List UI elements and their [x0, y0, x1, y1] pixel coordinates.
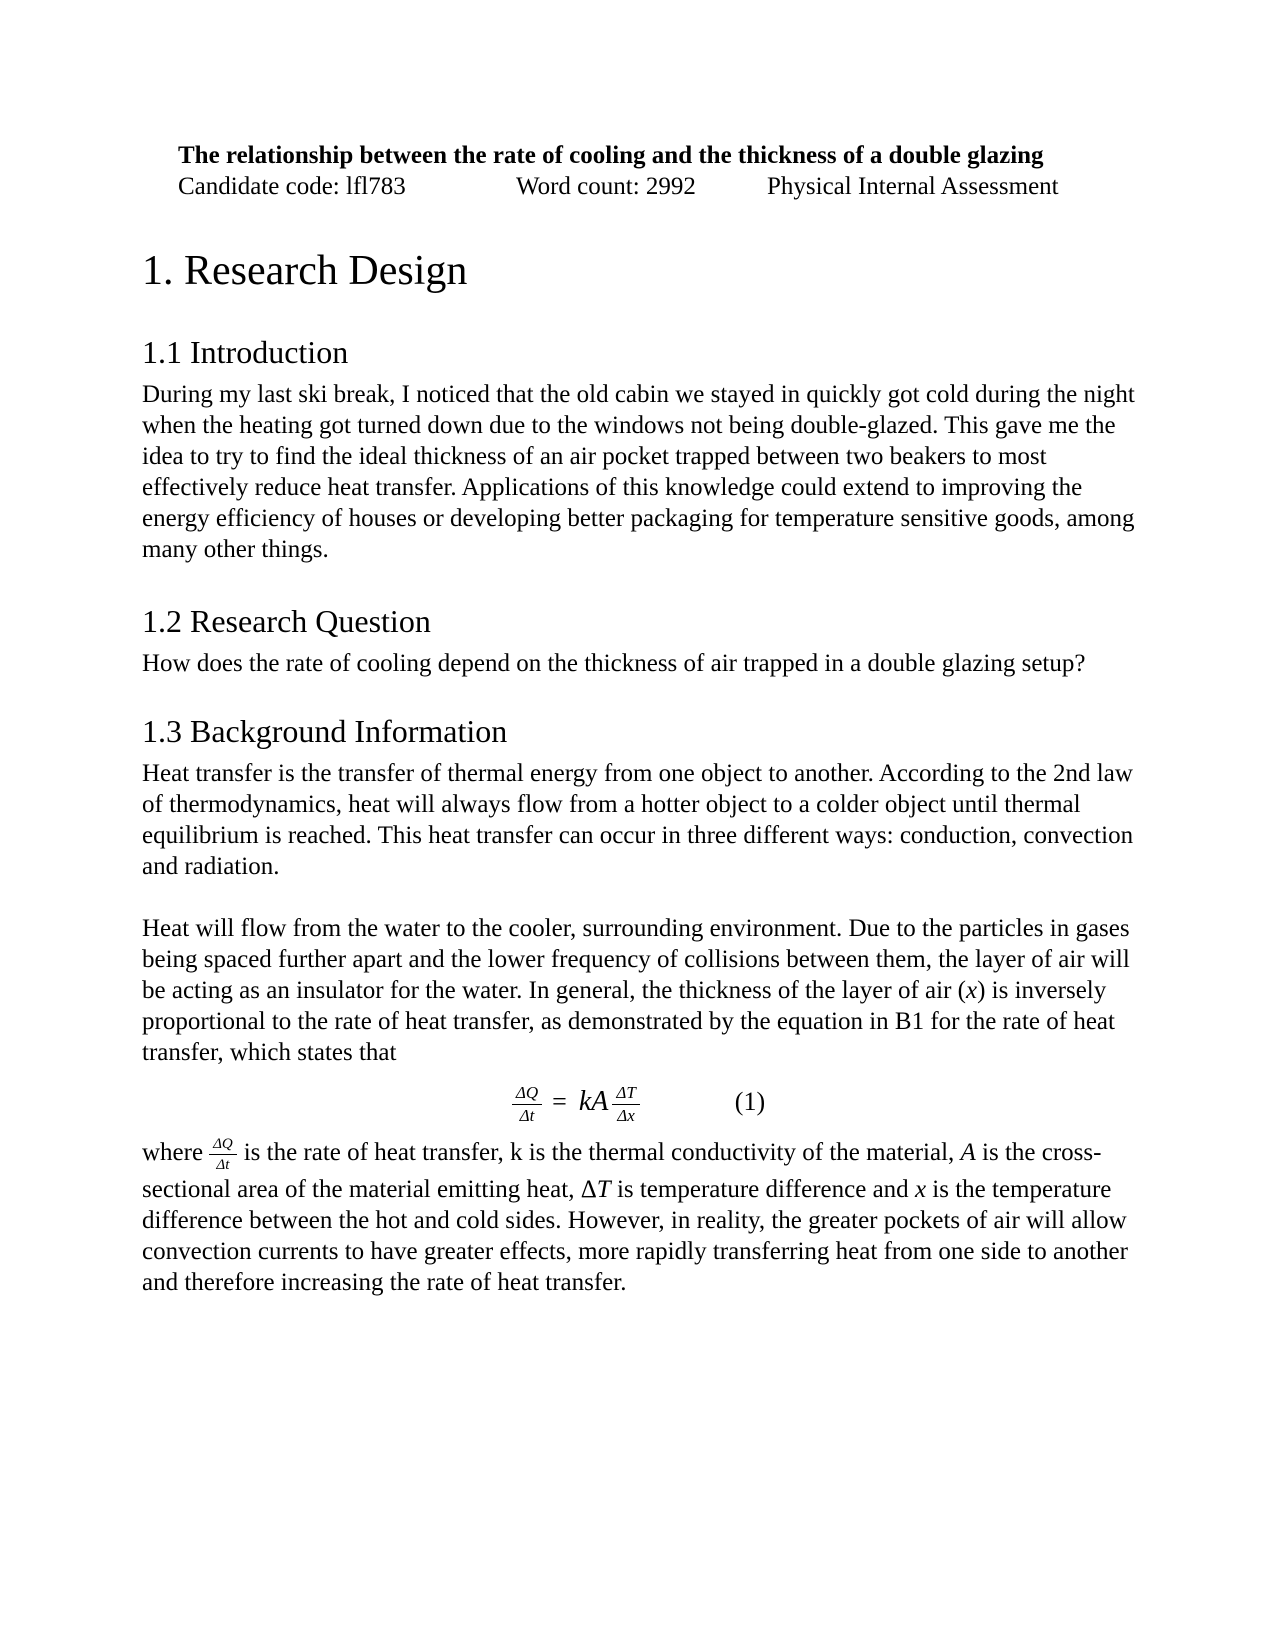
subsection-heading-background-information: 1.3 Background Information: [142, 713, 508, 749]
fraction-dT-dx: [612, 1083, 639, 1126]
where-label: where: [142, 1139, 204, 1166]
inline-fraction-dQ-dt: [209, 1135, 237, 1174]
background-paragraph-2-text-cont: ) is inversely proportional to the rate of heat transfer, as demonstrated by the equation in B1 for the rate of heat transfer, which states that: [142, 977, 1115, 1066]
background-paragraph-3: [142, 1135, 1135, 1298]
equation-1: [142, 1076, 1135, 1128]
variable-x: x: [914, 1176, 927, 1203]
document-title: The relationship between the rate of cooling and the thickness of a double glazing: [178, 142, 1044, 169]
fraction-denominator: Δt: [519, 1105, 535, 1125]
variable-x: x: [966, 977, 978, 1004]
document-header: [142, 140, 1135, 202]
assessment-label: Physical Internal Assessment: [767, 173, 1059, 200]
equation-coefficient-kA: kA: [578, 1086, 609, 1117]
background-paragraph-3-text: is the rate of heat transfer, k is the thermal conductivity of the material,: [243, 1139, 961, 1166]
subsection-heading-introduction: 1.1 Introduction: [142, 334, 349, 370]
background-paragraph-1: Heat transfer is the transfer of thermal energy from one object to another. According to the 2nd law of thermodynamics, heat will always flow from a hotter object to a colder object until thermal equilibrium is reached. This heat transfer can occur in three different ways: conduction, convection and radiation.: [142, 760, 1134, 880]
background-paragraph-2: [142, 913, 1135, 1068]
fraction-denominator: Δx: [617, 1105, 635, 1125]
fraction-denominator: Δt: [216, 1157, 230, 1173]
fraction-numerator: ΔQ: [209, 1135, 237, 1155]
background-paragraph-3-text-cont: is the cross-sectional area of the material emitting heat, Δ: [142, 1139, 1102, 1203]
background-paragraph-3-text-cont: is temperature difference and: [610, 1176, 915, 1203]
background-paragraph-3-text-cont: is the temperature difference between the hot and cold sides. However, in reality, the greater pockets of air will allow convection currents to have greater effects, more rapidly transferring heat from one side to another and therefore increasing the rate of heat transfer.: [142, 1176, 1128, 1296]
background-paragraph-2-text: Heat will flow from the water to the cooler, surrounding environment. Due to the particles in gases being spaced further apart and the lower frequency of collisions between them, the layer of air will be acting as an insulator for the water. In general, the thickness of the layer of air (: [142, 915, 1130, 1004]
section-heading-research-design: 1. Research Design: [142, 248, 468, 294]
document-meta-row: [178, 171, 1135, 202]
subsection-heading-research-question: 1.2 Research Question: [142, 603, 431, 639]
research-question-paragraph: How does the rate of cooling depend on the thickness of air trapped in a double glazing setup?: [142, 650, 1086, 677]
fraction-dQ-dt: [512, 1083, 542, 1126]
equals-sign: =: [552, 1087, 567, 1116]
introduction-paragraph: During my last ski break, I noticed that the old cabin we stayed in quickly got cold during the night when the heating got turned down due to the windows not being double-glazed. This gave me the idea to try to find the ideal thickness of an air pocket trapped between two beakers to most effectively reduce heat transfer. Applications of this knowledge could extend to improving the energy efficiency of houses or developing better packaging for temperature sensitive goods, among many other things.: [142, 381, 1135, 563]
variable-A: A: [960, 1139, 976, 1166]
equation-number: (1): [734, 1087, 766, 1116]
word-count: Word count: 2992: [516, 173, 696, 200]
fraction-numerator: ΔQ: [512, 1083, 542, 1105]
fraction-numerator: ΔT: [612, 1083, 639, 1105]
candidate-code: Candidate code: lfl783: [178, 173, 406, 200]
variable-T: T: [596, 1176, 611, 1203]
